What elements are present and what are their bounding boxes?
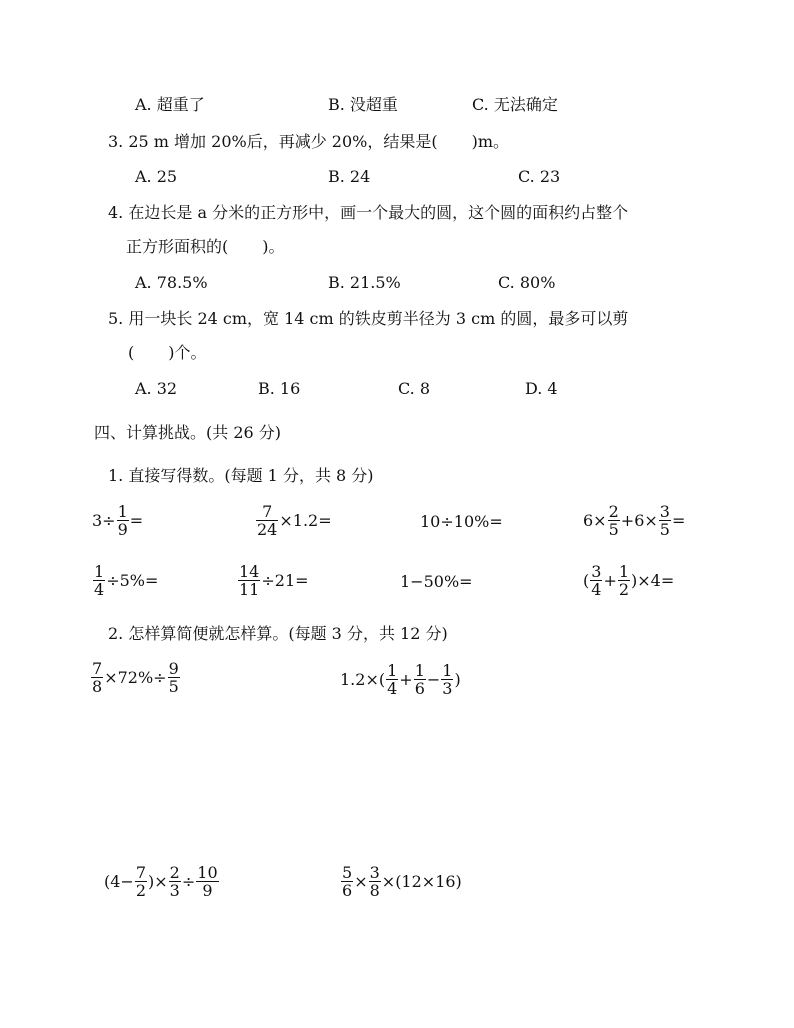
q2-option-c: C. 无法确定 — [472, 95, 558, 114]
numerator: 7 — [92, 659, 103, 678]
q4-stem-text: 正方形面积的( — [126, 237, 229, 256]
fraction — [369, 864, 381, 899]
expr-text: + — [399, 670, 413, 689]
expr-text: ×1.2= — [279, 511, 332, 530]
numerator: 1 — [442, 661, 453, 680]
fraction — [386, 662, 398, 697]
numerator: 3 — [659, 502, 670, 521]
fraction — [341, 864, 353, 899]
fraction — [659, 503, 671, 538]
numerator: 1 — [414, 661, 425, 680]
numerator: 3 — [591, 562, 602, 581]
expr-text: ÷5%= — [106, 571, 159, 590]
expr-text: + — [603, 571, 617, 590]
denominator: 2 — [135, 881, 147, 900]
direct-calc-4 — [583, 503, 685, 538]
fraction — [91, 660, 103, 695]
expr-text: 10÷10%= — [420, 512, 503, 531]
q2-option-a: A. 超重了 — [135, 95, 205, 114]
numerator: 2 — [608, 502, 619, 521]
denominator: 5 — [659, 520, 670, 539]
expr-text: )× — [148, 872, 168, 891]
denominator: 24 — [257, 520, 278, 539]
expr-text: 6× — [583, 511, 607, 530]
expr-text: ) — [454, 670, 461, 689]
simplify-calc-3 — [104, 864, 220, 899]
simplify-calc-4 — [340, 864, 462, 899]
fraction — [168, 660, 180, 695]
expr-text: × — [354, 872, 368, 891]
expr-text: = — [129, 511, 144, 530]
expr-text: 1.2×( — [340, 670, 386, 689]
q5-stem-line2 — [128, 343, 207, 363]
fraction — [441, 662, 453, 697]
denominator: 9 — [117, 520, 128, 539]
numerator: 3 — [369, 863, 380, 882]
subsection-simplify-title: 2. 怎样算简便就怎样算。(每题 3 分，共 12 分) — [108, 624, 448, 643]
q5-stem-end: )个。 — [168, 343, 207, 362]
q5-option-d: D. 4 — [525, 379, 558, 398]
numerator: 7 — [256, 503, 278, 521]
fraction — [618, 563, 630, 598]
expr-text: = — [671, 511, 686, 530]
numerator: 1 — [117, 502, 128, 521]
fraction — [117, 503, 129, 538]
q4-stem-line2 — [126, 237, 285, 257]
q5-option-a: A. 32 — [135, 379, 178, 398]
numerator: 10 — [197, 863, 218, 882]
denominator: 6 — [414, 679, 425, 698]
q3-option-b: B. 24 — [328, 167, 371, 186]
q5-option-b: B. 16 — [258, 379, 301, 398]
expr-text: ÷21= — [261, 571, 309, 590]
q4-option-c: C. 80% — [498, 273, 556, 292]
fraction — [608, 503, 620, 538]
denominator: 4 — [591, 580, 602, 599]
numerator: 14 — [239, 562, 260, 581]
numerator: 2 — [169, 863, 180, 882]
expr-text: )×4= — [631, 571, 675, 590]
denominator: 4 — [94, 580, 105, 599]
expr-text: +6× — [620, 511, 658, 530]
expr-text: ( — [583, 571, 590, 590]
denominator: 3 — [442, 679, 453, 698]
q2-option-b: B. 没超重 — [328, 95, 398, 114]
fraction — [590, 563, 602, 598]
q3-option-a: A. 25 — [135, 167, 178, 186]
expr-text: 1−50%= — [400, 572, 473, 591]
numerator: 7 — [135, 863, 147, 882]
denominator: 2 — [618, 580, 630, 599]
simplify-calc-2 — [340, 662, 461, 697]
fraction — [238, 563, 260, 598]
denominator: 6 — [342, 881, 353, 900]
fraction — [196, 864, 218, 899]
denominator: 11 — [239, 580, 260, 599]
q3-stem — [108, 132, 509, 152]
direct-calc-5 — [92, 563, 158, 598]
denominator: 5 — [608, 520, 619, 539]
expr-text: ÷ — [181, 872, 196, 891]
fraction — [93, 563, 105, 598]
direct-calc-3 — [420, 512, 503, 531]
q3-option-c: C. 23 — [518, 167, 561, 186]
q3-stem-text: 3. 25 m 增加 20%后，再减少 20%，结果是( — [108, 132, 438, 151]
q4-option-a: A. 78.5% — [135, 273, 208, 292]
q3-stem-unit: )m。 — [471, 132, 510, 151]
expr-text: − — [426, 670, 441, 689]
numerator: 1 — [387, 661, 398, 680]
denominator: 9 — [202, 881, 213, 900]
denominator: 8 — [92, 677, 103, 696]
section-title: 四、计算挑战。(共 26 分) — [94, 423, 282, 442]
q4-option-b: B. 21.5% — [328, 273, 401, 292]
denominator: 5 — [168, 677, 179, 696]
expr-text: ×72%÷ — [104, 668, 167, 687]
q5-stem-line1: 5. 用一块长 24 cm，宽 14 cm 的铁皮剪半径为 3 cm 的圆，最多可以剪 — [108, 309, 629, 328]
direct-calc-6 — [237, 563, 309, 598]
direct-calc-2 — [255, 503, 332, 538]
numerator: 9 — [168, 659, 179, 678]
denominator: 8 — [369, 881, 380, 900]
expr-text: ×(12×16) — [381, 872, 462, 891]
expr-text: (4− — [104, 872, 134, 891]
fraction — [414, 662, 426, 697]
q5-stem-open: ( — [128, 343, 135, 362]
fraction — [135, 864, 147, 899]
denominator: 3 — [169, 881, 180, 900]
fraction — [256, 503, 278, 538]
q5-option-c: C. 8 — [398, 379, 431, 398]
direct-calc-7 — [400, 572, 473, 591]
expr-text: 3÷ — [92, 511, 116, 530]
fraction — [169, 864, 181, 899]
denominator: 4 — [387, 679, 398, 698]
q4-stem-line1: 4. 在边长是 a 分米的正方形中，画一个最大的圆，这个圆的面积约占整个 — [108, 203, 629, 222]
numerator: 1 — [94, 562, 105, 581]
simplify-calc-1 — [90, 660, 181, 695]
q4-stem-end: )。 — [262, 237, 285, 256]
direct-calc-8 — [583, 563, 674, 598]
subsection-direct-title: 1. 直接写得数。(每题 1 分，共 8 分) — [108, 466, 374, 485]
direct-calc-1 — [92, 503, 143, 538]
numerator: 5 — [342, 863, 353, 882]
numerator: 1 — [618, 562, 630, 581]
